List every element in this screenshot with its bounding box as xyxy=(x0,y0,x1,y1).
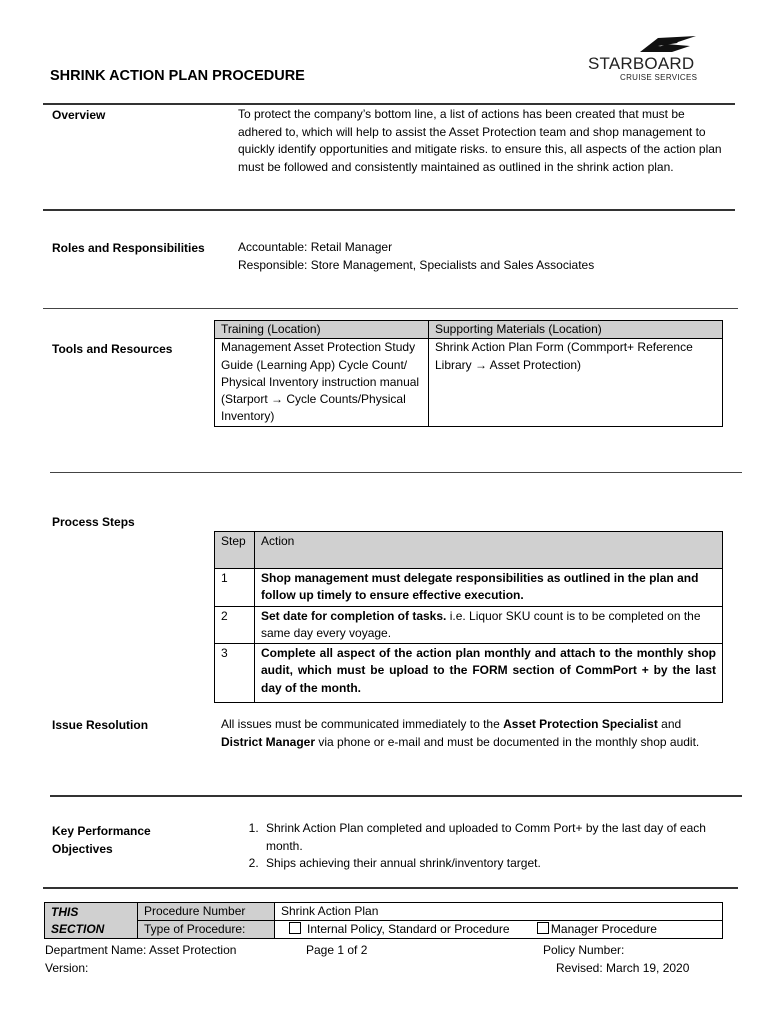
overview-label: Overview xyxy=(52,108,106,122)
logo-wordmark: STARBOARD xyxy=(588,54,695,73)
manager-procedure-checkbox[interactable] xyxy=(537,922,549,934)
internal-policy-label: Internal Policy, Standard or Procedure xyxy=(307,922,510,936)
kpo-list xyxy=(234,820,714,873)
list-item: 2. Ships achieving their annual shrink/inventory target. xyxy=(262,855,714,873)
overview-text: To protect the company’s bottom line, a list of actions has been created that must be adhered to, which will help to assist the Asset Protection team and shop management to quickly identify opportunities and mitigate risks. to ensure this, all aspects of the action plan must be followed and consistently maintained as outlined in the shrink action plan. xyxy=(238,107,722,174)
step-action: Set date for completion of tasks. i.e. Liquor SKU count is to be completed on the same day every voyage. xyxy=(255,606,723,644)
type-label: Type of Procedure: xyxy=(138,921,275,939)
header-rule xyxy=(43,103,735,105)
procedure-number-label: Procedure Number xyxy=(138,903,275,921)
page-number: Page 1 of 2 xyxy=(306,943,368,957)
logo-wave-icon xyxy=(638,34,700,54)
procedure-number-value: Shrink Action Plan xyxy=(275,903,723,921)
department-name: Department Name: Asset Protection xyxy=(45,943,237,957)
overview-rule xyxy=(43,209,735,211)
roles-responsible: Responsible: Store Management, Specialists and Sales Associates xyxy=(238,258,595,272)
step-number: 2 xyxy=(215,606,255,644)
table-row xyxy=(215,644,723,703)
tools-training-cell: Management Asset Protection Study Guide (Learning App) Cycle Count/ Physical Inventory instruction manual (Starport → Cycle Counts/Physical Inventory) xyxy=(215,339,429,426)
step-number: 3 xyxy=(215,644,255,703)
process-label: Process Steps xyxy=(52,515,135,529)
tools-header-materials: Supporting Materials (Location) xyxy=(429,321,723,339)
internal-policy-checkbox[interactable] xyxy=(289,922,301,934)
roles-label: Roles and Responsibilities xyxy=(52,241,205,255)
policy-number: Policy Number: xyxy=(543,943,625,957)
logo-subtitle: CRUISE SERVICES xyxy=(620,73,698,82)
tools-materials-cell: Shrink Action Plan Form (Commport+ Reference Library → Asset Protection) xyxy=(429,339,723,426)
process-table xyxy=(214,531,723,703)
page-title: SHRINK ACTION PLAN PROCEDURE xyxy=(50,68,305,84)
issue-label: Issue Resolution xyxy=(52,718,149,732)
issue-text: All issues must be communicated immediately to the Asset Protection Specialist and District Manager via phone or e-mail and must be documented in the monthly shop audit. xyxy=(221,717,700,749)
kpo-label: Key Performance Objectives xyxy=(52,824,151,856)
table-row xyxy=(215,606,723,644)
manager-procedure-label: Manager Procedure xyxy=(550,922,657,936)
revised-date: Revised: March 19, 2020 xyxy=(556,961,690,975)
step-action: Complete all aspect of the action plan monthly and attach to the monthly shop audit, which must be upload to the FORM section of CommPort + by the last day of the month. xyxy=(255,644,723,703)
step-number: 1 xyxy=(215,569,255,607)
this-section-cell: THIS SECTION xyxy=(45,903,138,939)
process-header-step: Step xyxy=(215,532,255,569)
roles-accountable: Accountable: Retail Manager xyxy=(238,240,393,254)
tools-header-training: Training (Location) xyxy=(215,321,429,339)
table-row xyxy=(215,569,723,607)
footer-table xyxy=(44,902,723,939)
type-options xyxy=(275,921,723,939)
step-action: Shop management must delegate responsibilities as outlined in the plan and follow up timely to ensure effective execution. xyxy=(255,569,723,607)
tools-label: Tools and Resources xyxy=(52,342,173,356)
process-header-action: Action xyxy=(255,532,723,569)
starboard-logo xyxy=(588,34,700,86)
tools-rule xyxy=(50,472,742,473)
version: Version: xyxy=(45,961,89,975)
list-item: 1. Shrink Action Plan completed and uploaded to Comm Port+ by the last day of each month. xyxy=(262,820,714,855)
roles-rule xyxy=(43,308,738,309)
tools-table xyxy=(214,320,723,427)
issue-rule xyxy=(50,795,742,797)
kpo-rule xyxy=(43,887,738,889)
